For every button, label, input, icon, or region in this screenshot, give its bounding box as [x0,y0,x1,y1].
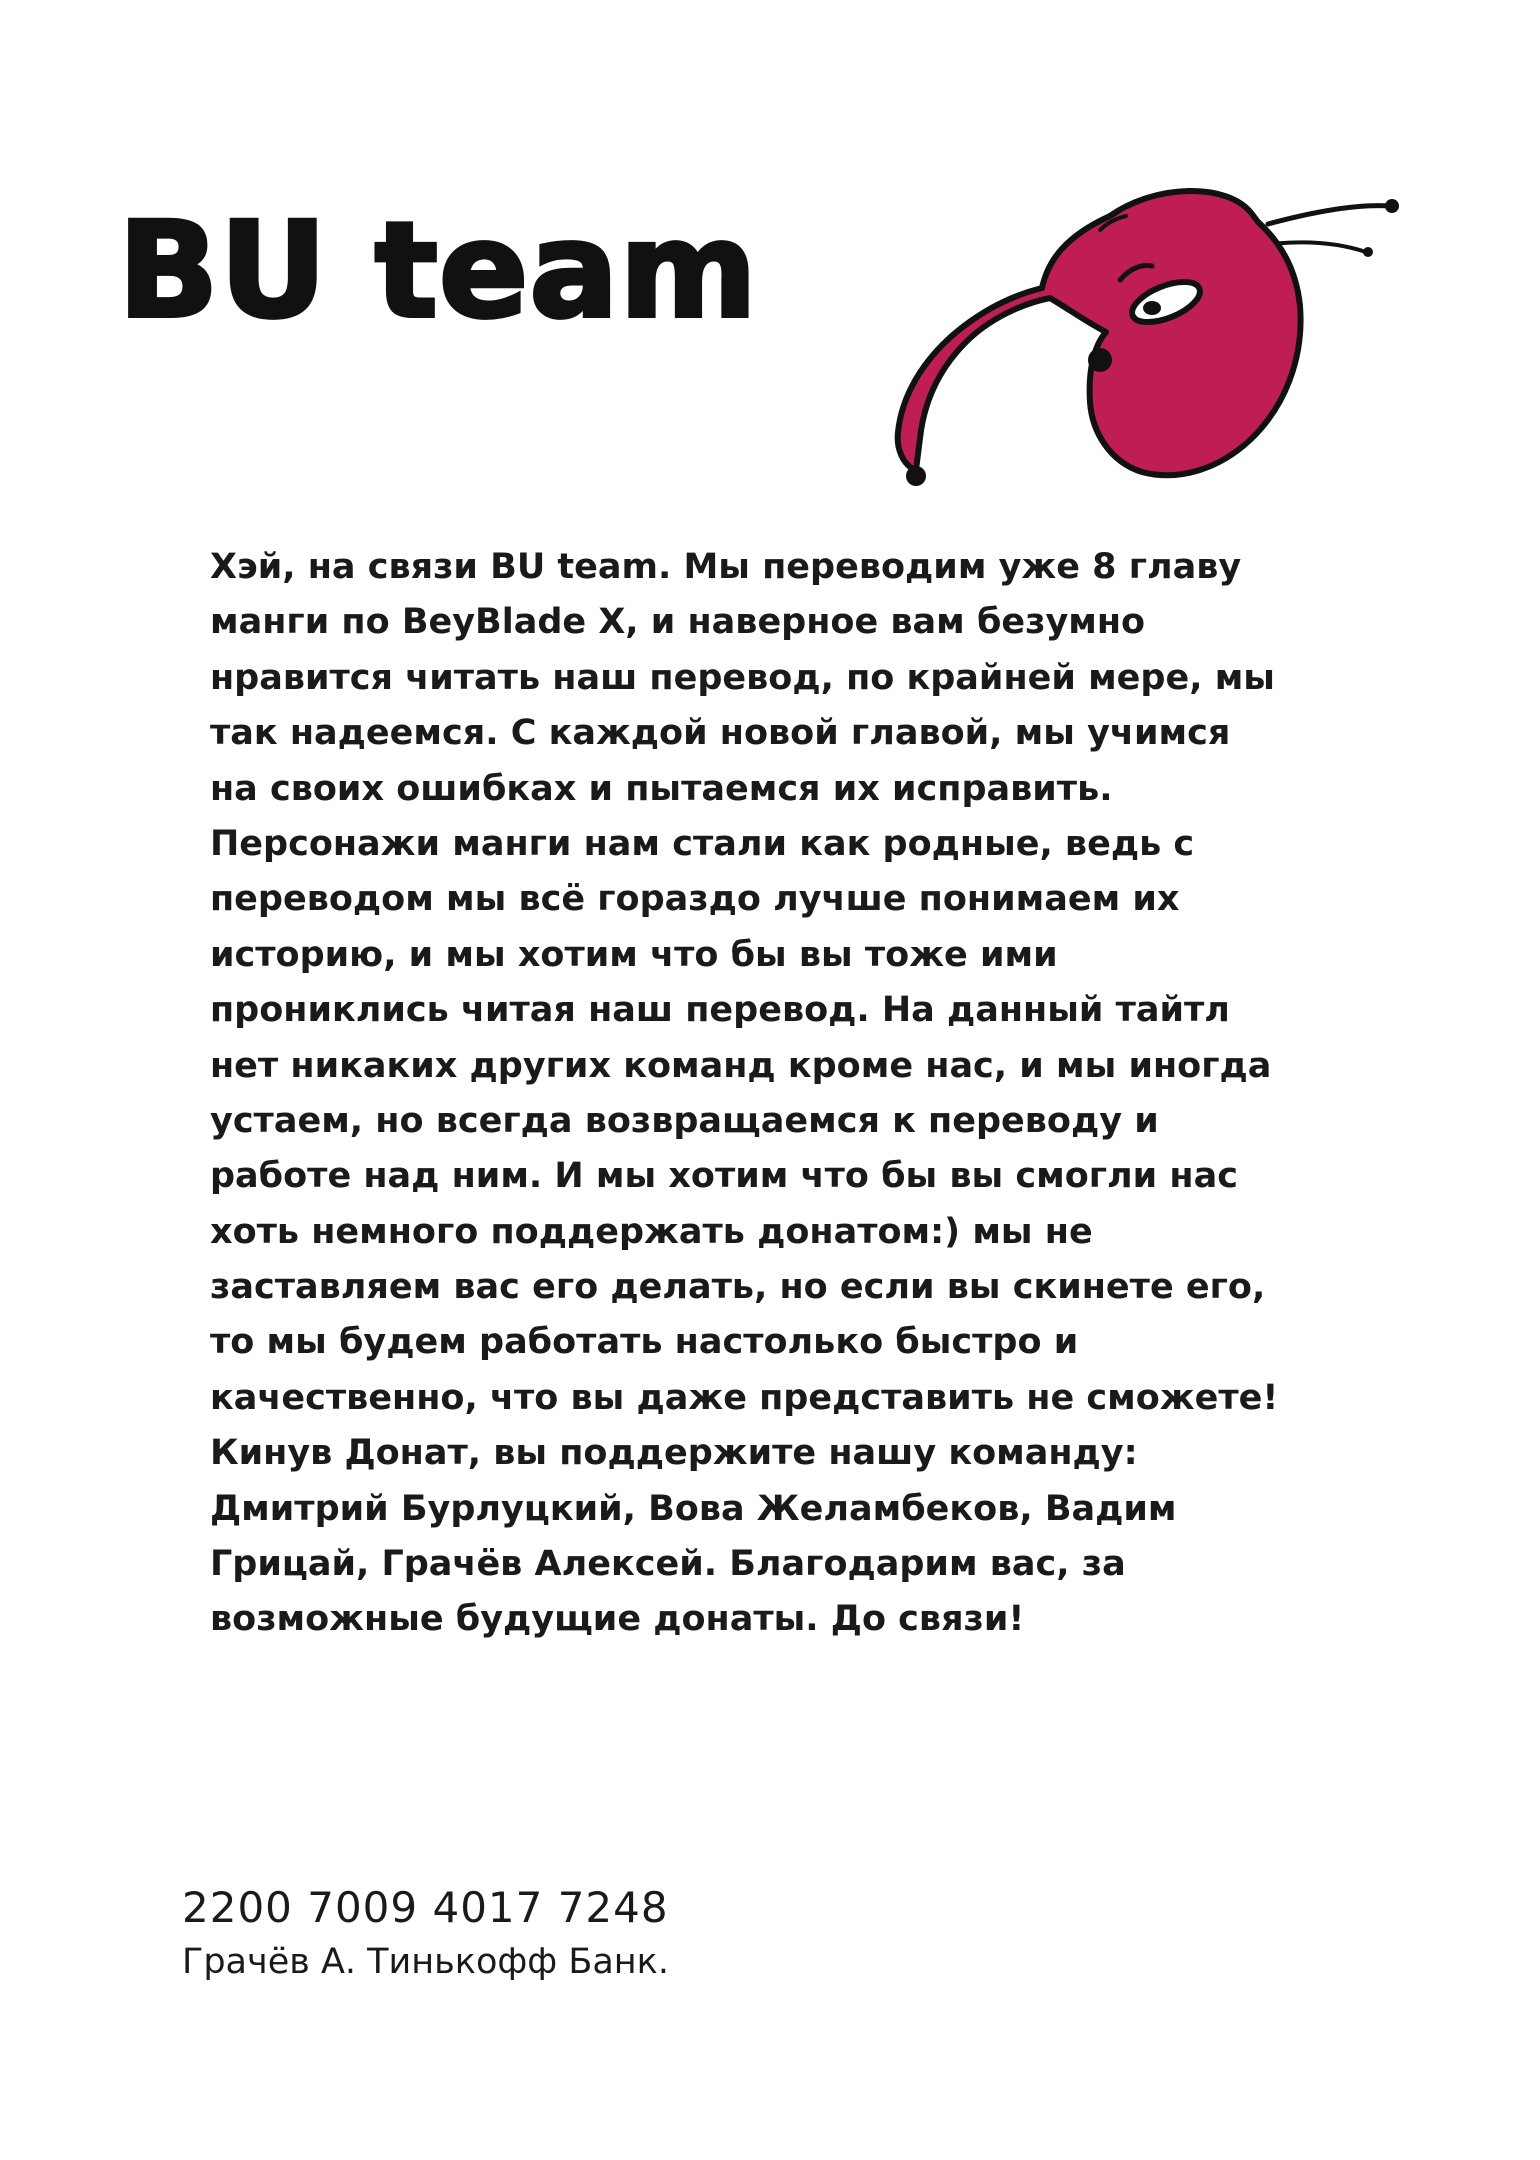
letter-line: возможные будущие донаты. До связи! [210,1599,1025,1640]
card-holder: Грачёв А. Тинькофф Банк. [182,1942,669,1982]
letter-line: нет никаких других команд кроме нас, и мы иногда [210,1045,1272,1086]
letter-line: заставляем вас его делать, но если вы скинете его, [210,1267,1266,1308]
letter-line: прониклись читая наш перевод. На данный тайтл [210,990,1230,1031]
kiwi-bird-mask-icon [880,170,1420,520]
letter-text [210,540,1279,1648]
letter-line: на своих ошибках и пытаемся их исправить. [210,768,1113,809]
letter-line: переводом мы всё гораздо лучше понимаем их [210,879,1180,920]
letter-line: то мы будем работать настолько быстро и [210,1322,1079,1363]
letter-line: Грицай, Грачёв Алексей. Благодарим вас, за [210,1544,1126,1585]
letter-line: историю, и мы хотим что бы вы тоже ими [210,934,1058,975]
payment-details [182,1880,669,1988]
letter-line: устаем, но всегда возвращаемся к переводу и [210,1100,1159,1141]
letter-line: Персонажи манги нам стали как родные, ведь с [210,823,1195,864]
letter-line: нравится читать наш перевод, по крайней мере, мы [210,657,1275,698]
team-title: BU team [118,194,758,348]
card-number: 2200 7009 4017 7248 [182,1883,669,1932]
letter-line: хоть немного поддержать донатом:) мы не [210,1211,1093,1252]
letter-line: Дмитрий Бурлуцкий, Вова Желамбеков, Вадим [210,1488,1177,1529]
letter-line: так надеемся. С каждой новой главой, мы учимся [210,713,1231,754]
letter-line: качественно, что вы даже представить не сможете! [210,1377,1279,1418]
letter-line: работе над ним. И мы хотим что бы вы смогли нас [210,1156,1238,1197]
letter-line: Кинув Донат, вы поддержите нашу команду: [210,1433,1138,1474]
letter-line: манги по BeyBlade X, и наверное вам безумно [210,602,1146,643]
letter-line: Хэй, на связи BU team. Мы переводим уже 8 главу [210,547,1242,587]
